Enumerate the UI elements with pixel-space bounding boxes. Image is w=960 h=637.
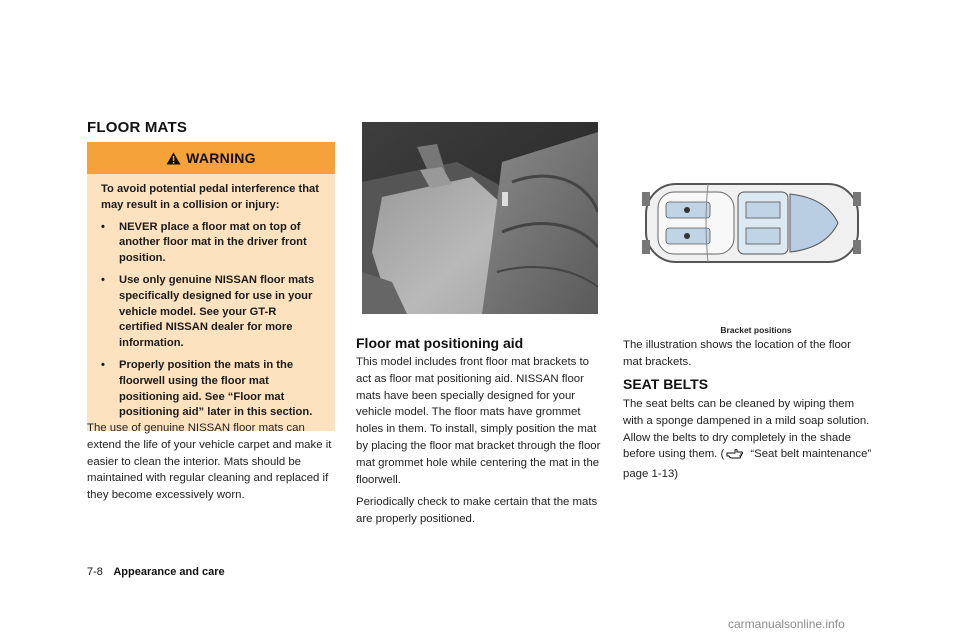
seat-belts-title: SEAT BELTS xyxy=(623,376,709,392)
warning-triangle-icon xyxy=(166,144,181,176)
warning-item-text: Properly position the mats in the floorwell using the floor mat positioning aid. See “Floor mat positioning aid” later in this section. xyxy=(119,358,313,419)
seat-belts-body xyxy=(623,396,873,489)
warning-item xyxy=(101,358,321,421)
car-top-view-illustration xyxy=(638,178,874,268)
warning-header xyxy=(87,142,335,174)
warning-item-text: Use only genuine NISSAN floor mats specifically designed for use in your vehicle model. See your GT-R certified NISSAN dealer for more information. xyxy=(119,273,315,350)
warning-lead: To avoid potential pedal interference that may result in a collision or injury: xyxy=(101,183,319,211)
floor-mat-illustration xyxy=(362,122,598,314)
warning-item xyxy=(101,273,321,352)
warning-item-text: NEVER place a floor mat on top of another floor mat in the driver front position. xyxy=(119,220,307,265)
pointing-hand-icon xyxy=(726,448,744,466)
watermark: carmanualsonline.info xyxy=(728,617,845,631)
floor-mats-paragraph xyxy=(87,420,335,510)
positioning-paragraph: This model includes front floor mat brackets to act as floor mat positioning aid. NISSAN floor mats have been specially designed for your vehicle model. The floor mats have grommet holes in them. To install, simply position the mat by placing the floor mat bracket through the floor mat grommet hole while centering the mat in the floorwell. xyxy=(356,356,601,486)
seat-belts-text: The seat belts can be cleaned by wiping them with a sponge dampened in a mild soap solution. Allow the belts to dry completely in the shade before using them. ( xyxy=(623,398,870,461)
page-number: 7-8 xyxy=(87,566,103,578)
section-label: Appearance and care xyxy=(113,566,225,578)
positioning-body xyxy=(356,354,604,534)
positioning-paragraph: Periodically check to make certain that the mats are properly positioned. xyxy=(356,496,598,526)
seat-belts-reference: “Seat belt maintenance” page 1-13) xyxy=(623,448,872,481)
floor-mats-text: The use of genuine NISSAN floor mats can extend the life of your vehicle carpet and make it easier to clean the interior. Mats should be maintained with regular cleaning and replaced if they become excessively worn. xyxy=(87,422,332,502)
floor-mat-photo xyxy=(362,122,598,314)
bullet: • xyxy=(101,358,105,371)
positioning-title: Floor mat positioning aid xyxy=(356,335,524,351)
car-top-view xyxy=(638,178,874,268)
warning-box xyxy=(87,142,335,431)
bracket-text: The illustration shows the location of the floor mat brackets. xyxy=(623,339,851,368)
bullet: • xyxy=(101,273,105,286)
section-title: FLOOR MATS xyxy=(87,119,188,136)
seat-belts-paragraph xyxy=(623,396,873,483)
warning-item xyxy=(101,220,321,267)
car-caption: Bracket positions xyxy=(720,325,792,335)
bracket-paragraph xyxy=(623,337,873,377)
page-footer xyxy=(87,562,225,580)
bullet: • xyxy=(101,220,105,233)
warning-heading: WARNING xyxy=(186,150,256,166)
warning-body xyxy=(87,174,335,431)
